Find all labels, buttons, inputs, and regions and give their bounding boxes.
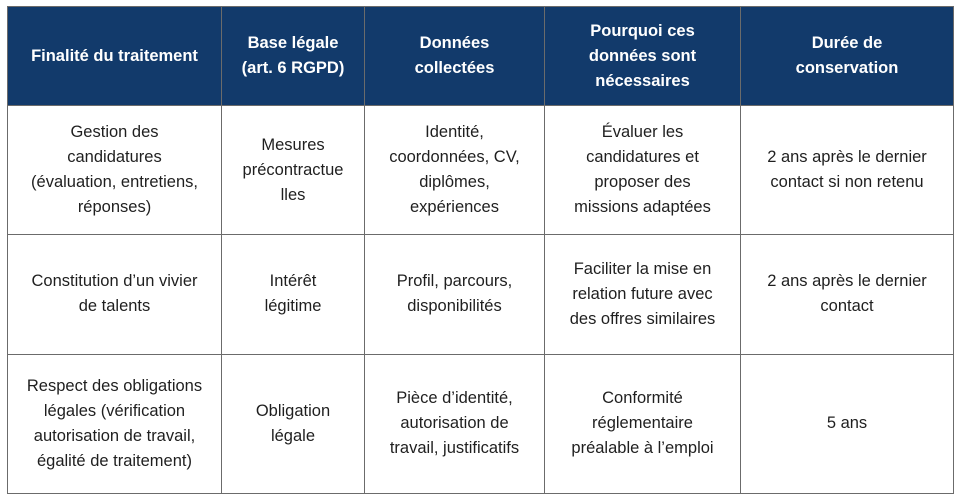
table-cell: [222, 106, 365, 235]
cell-retention: 2 ans après le dernier contact: [767, 272, 927, 316]
table-row: [8, 106, 954, 235]
cell-necessity: Faciliter la mise en relation future avec des offres similaires: [569, 259, 716, 328]
table-cell: [545, 235, 741, 354]
header-data-collected: [365, 7, 545, 106]
table-cell: [741, 235, 954, 354]
table-cell: [8, 354, 222, 493]
cell-data-collected: Pièce d’identité, autorisation de travail, justificatifs: [389, 389, 520, 458]
cell-legal-basis: Mesures précontractue lles: [242, 135, 344, 204]
table-cell: [545, 106, 741, 235]
table-cell: [365, 106, 545, 235]
header-retention: [741, 7, 954, 106]
table-cell: [222, 235, 365, 354]
cell-retention: 2 ans après le dernier contact si non retenu: [767, 148, 927, 192]
header-data-collected-label: Données collectées: [414, 34, 495, 77]
table-cell: [8, 235, 222, 354]
cell-purpose: Gestion des candidatures (évaluation, entretiens, réponses): [31, 123, 198, 217]
table-cell: [365, 354, 545, 493]
table-cell: [741, 106, 954, 235]
gdpr-processing-table: [7, 6, 954, 494]
header-necessity: [545, 7, 741, 106]
gdpr-processing-table-container: [7, 6, 953, 494]
table-row: [8, 235, 954, 354]
cell-necessity: Conformité réglementaire préalable à l’emploi: [571, 389, 714, 458]
table-row: [8, 354, 954, 493]
cell-purpose: Constitution d’un vivier de talents: [31, 272, 198, 316]
table-cell: [365, 235, 545, 354]
header-purpose-label: Finalité du traitement: [31, 46, 198, 65]
cell-data-collected: Identité, coordonnées, CV, diplômes, expériences: [389, 123, 520, 217]
cell-legal-basis: Obligation légale: [255, 401, 331, 445]
header-retention-label: Durée de conservation: [795, 34, 899, 77]
header-purpose: [8, 7, 222, 106]
table-cell: [545, 354, 741, 493]
cell-necessity: Évaluer les candidatures et proposer des missions adaptées: [574, 123, 711, 217]
header-necessity-label: Pourquoi ces données sont nécessaires: [588, 21, 697, 90]
cell-retention: 5 ans: [826, 414, 868, 433]
cell-purpose: Respect des obligations légales (vérification autorisation de travail, égalité de traitement): [26, 376, 203, 470]
header-legal-basis: [222, 7, 365, 106]
table-header-row: [8, 7, 954, 106]
header-legal-basis-label: Base légale (art. 6 RGPD): [241, 34, 345, 77]
table-cell: [741, 354, 954, 493]
cell-data-collected: Profil, parcours, disponibilités: [396, 272, 513, 316]
table-cell: [222, 354, 365, 493]
table-cell: [8, 106, 222, 235]
cell-legal-basis: Intérêt légitime: [264, 272, 322, 316]
